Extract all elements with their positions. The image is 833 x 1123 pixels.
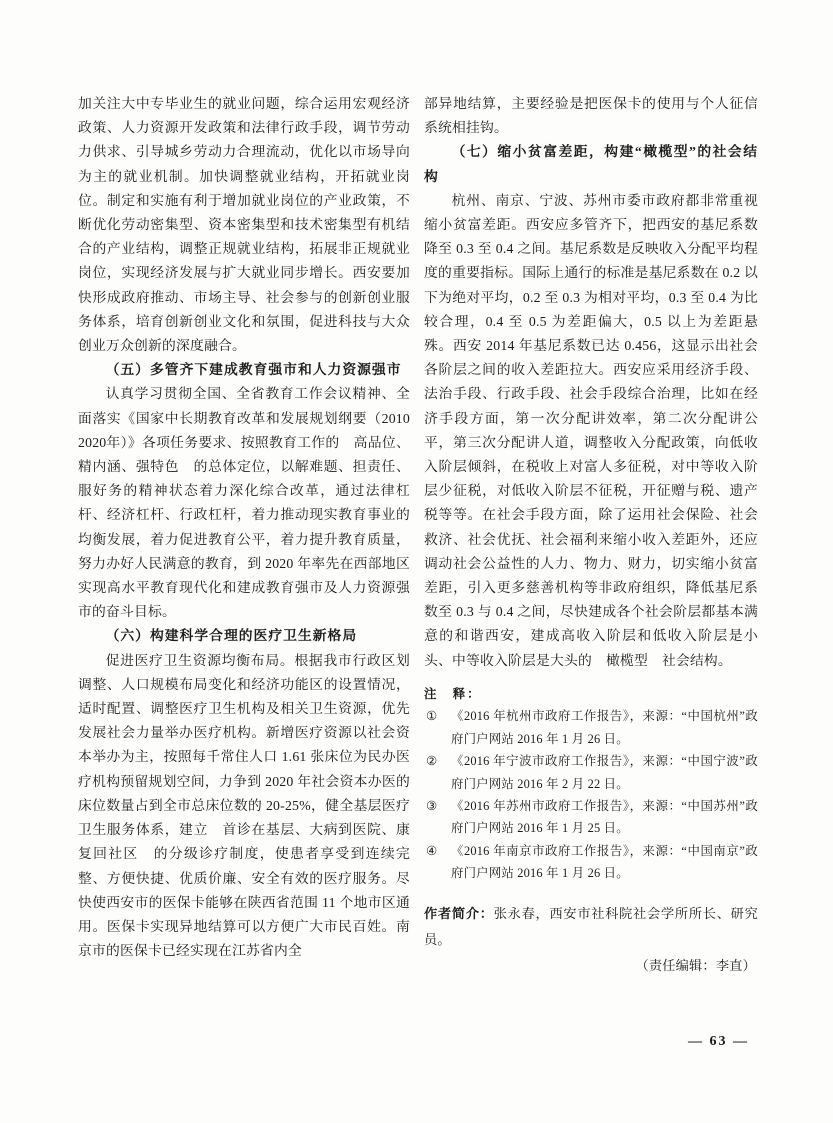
section-heading-7: （七）缩小贫富差距，构建“橄榄型”的社会结构 — [424, 144, 758, 184]
note-text: 《2016 年南京市政府工作报告》，来源：“中国南京”政府门户网站 2016 年 1 月 26 日。 — [451, 843, 758, 881]
right-column — [424, 92, 758, 979]
author-label: 作者简介： — [424, 905, 494, 921]
notes-section — [424, 683, 758, 885]
note-text: 《2016 年杭州市政府工作报告》，来源：“中国杭州”政府门户网站 2016 年 1 月 26 日。 — [451, 709, 758, 746]
note-item — [424, 840, 758, 885]
note-marker: ① — [426, 709, 438, 724]
paragraph-wealth-gap: 杭州、南京、宁波、苏州市委市政府都非常重视缩小贫富差距。西安应多管齐下，把西安的基尼系数降至 0.3 至 0.4 之间。基尼系数是反映收入分配平均程度的重要指标。国际上通行的标准是基尼系数在 0.2 以下为绝对平均，0.2 至 0.3 为相对平均，0.3 至 0.4 为比较合理，0.4 至 0.5 为差距偏大，0.5 以上为差距悬殊。西安 2014 年基尼系数已达 0.456，这显示出社会各阶层之间的收入差距拉大。西安应采用经济手段、法治手段、行政手段、社会手段综合治理，比如在经济手段方面，第一次分配讲效率，第二次分配讲公平，第三次分配讲人道，调整收入分配政策，向低收入阶层倾斜，在税收上对富人多征税，对中等收入阶层少征税，对低收入阶层不征税，开征赠与税、遗产税等等。在社会手段方面，除了运用社会保险、社会救济、社会优抚、社会福利来缩小收入差距外，还应调动社会公益性的人力、物力、财力，切实缩小贫富差距，引入更多慈善机构等非政府组织，降低基尼系数至 0.3 与 0.4 之间，尽快建成各个社会阶层都基本满意的和谐西安，建成高收入阶层和低收入阶层是小头、中等收入阶层是大头的 橄榄型 社会结构。 — [424, 192, 758, 668]
author-line — [424, 901, 758, 953]
editor-credit: （责任编辑：李直） — [635, 957, 756, 973]
notes-title: 注 释： — [424, 686, 482, 701]
left-column — [78, 92, 424, 963]
section-heading-5: （五）多管齐下建成教育强市和人力资源强市 — [105, 362, 402, 378]
note-marker: ③ — [426, 798, 438, 813]
note-item — [424, 750, 758, 795]
page-number: — 63 — — [688, 1034, 749, 1049]
paragraph-health: 促进医疗卫生资源均衡布局。根据我市行政区划调整、人口规模布局变化和经济功能区的设置情况，适时配置、调整医疗卫生机构及相关卫生资源，优先发展社会力量举办医疗机构。新增医疗资源以社会资本举办为主，按照每千常住人口 1.61 张床位为民办医疗机构预留规划空间，力争到 2020 年社会资本办医的床位数量占到全市总床位数的 20-25%，健全基层医疗卫生服务体系，建立 首诊在基层、大病到医院、康复回社区 的分级诊疗制度，使患者享受到连续完整、方便快捷、优质价廉、安全有效的医疗服务。尽快使西安市的医保卡能够在陕西省范围 11 个地市区通用。医保卡实现异地结算可以方便广大市民百姓。南京市的医保卡已经实现在江苏省内全 — [78, 652, 410, 959]
note-item — [424, 795, 758, 840]
note-marker: ④ — [426, 843, 438, 858]
note-marker: ② — [426, 754, 438, 769]
note-text: 《2016 年宁波市政府工作报告》，来源：“中国宁波”政府门户网站 2016 年 2 月 22 日。 — [451, 754, 758, 791]
note-text: 《2016 年苏州市政府工作报告》，来源：“中国苏州”政府门户网站 2016 年 1 月 25 日。 — [451, 798, 758, 836]
paragraph-education: 认真学习贯彻全国、全省教育工作会议精神、全面落实《国家中长期教育改革和发展规划纲要（2010 2020年）》各项任务要求、按照教育工作的 高品位、精内涵、强特色 的总体定位，以解难题、担责任、服好务的精神状态着力深化综合改革，通过法律杠杆、经济杠杆、行政杠杆，着力推动现实教育事业的均衡发展，着力促进教育公平，着力提升教育质量，努力办好人民满意的教育，到 2020 年率先在西部地区实现高水平教育现代化和建成教育强市及人力资源强市的奋斗目标。 — [78, 386, 424, 620]
note-item — [424, 705, 758, 750]
author-text: 张永春，西安市社科院社会学所所长、研究员。 — [424, 905, 758, 947]
author-bio — [424, 901, 758, 979]
section-heading-6: （六）构建科学合理的医疗卫生新格局 — [105, 628, 358, 644]
paragraph-health-continuation: 部异地结算，主要经验是把医保卡的使用与个人征信系统相挂钩。 — [424, 96, 758, 136]
paragraph-employment-continuation: 加关注大中专毕业生的就业问题，综合运用宏观经济政策、人力资源开发政策和法律行政手段，调节劳动力供求、引导城乡劳动力合理流动，优化以市场导向为主的就业机制。加快调整就业结构，开拓就业岗位。制定和实施有利于增加就业岗位的产业政策，不断优化劳动密集型、资本密集型和技术密集型有机结合的产业结构，调整正规就业结构，拓展非正规就业岗位，实现经济发展与扩大就业同步增长。西安要加快形成政府推动、市场主导、社会参与的创新创业服务体系，培育创新创业文化和氛围，促进科技与大众创业万众创新的深度融合。 — [78, 96, 410, 354]
